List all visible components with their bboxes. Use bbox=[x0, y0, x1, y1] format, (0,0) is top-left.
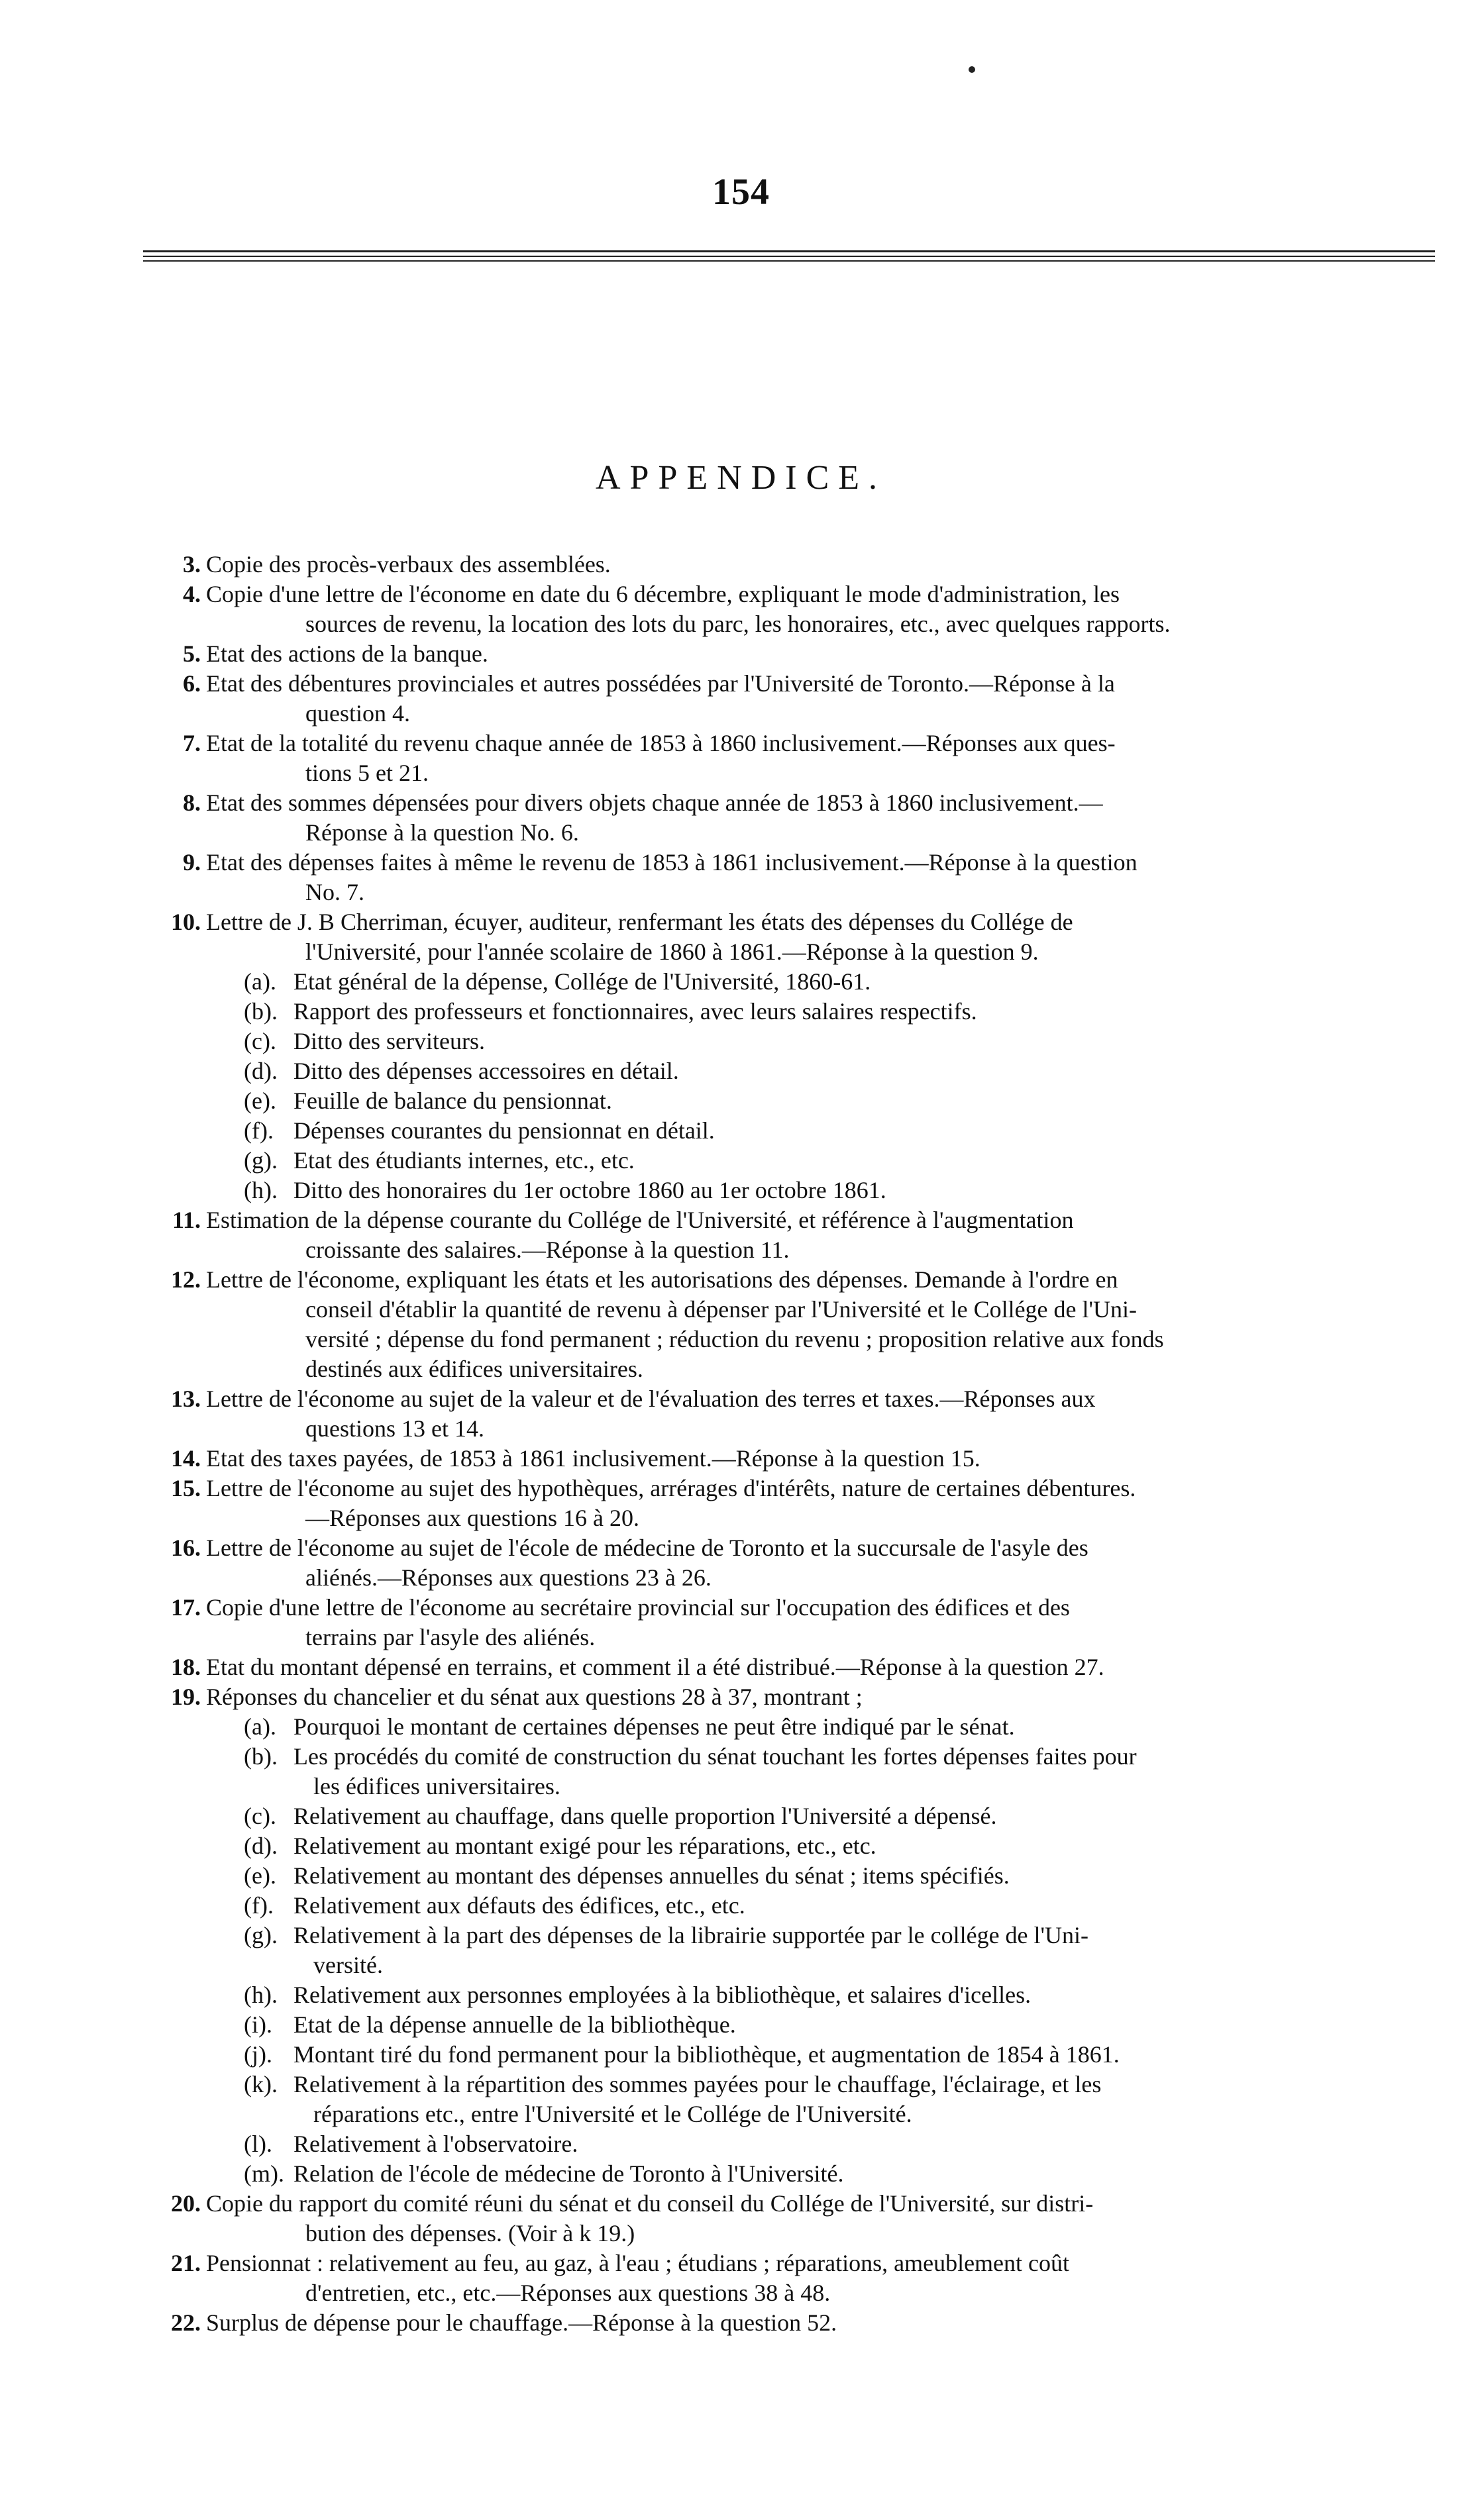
list-item: 15. Lettre de l'économe au sujet des hypothèques, arrérages d'intérêts, nature de certaines débentures. —Réponses aux questions 16 à 20. bbox=[171, 1475, 1136, 1531]
sub-item: (m). Relation de l'école de médecine de Toronto à l'Université. bbox=[244, 2160, 844, 2187]
list-item: 17. Copie d'une lettre de l'économe au secrétaire provincial sur l'occupation des édifices et des terrains par l'asyle des aliénés. bbox=[171, 1594, 1070, 1650]
sub-item: (g). Relativement à la part des dépenses de la librairie supportée par le collége de l'Uni- versité. bbox=[244, 1922, 1089, 1978]
list-item: 7. Etat de la totalité du revenu chaque année de 1853 à 1860 inclusivement.—Réponses aux ques- tions 5 et 21. bbox=[183, 730, 1116, 786]
list-item: 12. Lettre de l'économe, expliquant les états et les autorisations des dépenses. Demande à l'ordre en conseil d'établir la quantité de revenu à dépenser par l'Université et le Collége de l'Uni- versité ; dépense du fond permanent ; réduction du revenu ; proposition relative aux fonds destinés aux édifices universitaires. bbox=[171, 1266, 1164, 1382]
appendix-list bbox=[138, 550, 1436, 2338]
list-item: 9. Etat des dépenses faites à même le revenu de 1853 à 1861 inclusivement.—Réponse à la question No. 7. bbox=[183, 849, 1138, 905]
sub-item: (d). Ditto des dépenses accessoires en détail. bbox=[244, 1058, 679, 1084]
sub-item: (g). Etat des étudiants internes, etc., etc. bbox=[244, 1147, 635, 1174]
list-item: 6. Etat des débentures provinciales et autres possédées par l'Université de Toronto.—Réponse à la question 4. bbox=[183, 670, 1115, 727]
list-item: 19. Réponses du chancelier et du sénat aux questions 28 à 37, montrant ; bbox=[171, 1684, 863, 1710]
list-item: 4. Copie d'une lettre de l'économe en date du 6 décembre, expliquant le mode d'administration, les sources de revenu, la location des lots du parc, les honoraires, etc., avec quelques rapports. bbox=[183, 581, 1171, 637]
sub-item: (i). Etat de la dépense annuelle de la bibliothèque. bbox=[244, 2011, 736, 2038]
list-item: 21. Pensionnat : relativement au feu, au gaz, à l'eau ; étudians ; réparations, ameublement coût d'entretien, etc., etc.—Réponses aux questions 38 à 48. bbox=[171, 2250, 1070, 2306]
sub-item: (c). Relativement au chauffage, dans quelle proportion l'Université a dépensé. bbox=[244, 1803, 997, 1829]
list-item: 16. Lettre de l'économe au sujet de l'école de médecine de Toronto et la succursale de l'asyle des aliénés.—Réponses aux questions 23 à 26. bbox=[171, 1535, 1088, 1591]
header-rule bbox=[143, 260, 1435, 262]
appendix-title: APPENDICE. bbox=[595, 459, 887, 497]
ink-speck bbox=[969, 66, 975, 73]
list-item: 10. Lettre de J. B Cherriman, écuyer, auditeur, renfermant les états des dépenses du Collége de l'Université, pour l'année scolaire de 1860 à 1861.—Réponse à la question 9. bbox=[171, 909, 1073, 965]
sub-item: (f). Relativement aux défauts des édifices, etc., etc. bbox=[244, 1892, 745, 1919]
list-item: 22. Surplus de dépense pour le chauffage.—Réponse à la question 52. bbox=[171, 2309, 837, 2336]
list-item: 3. Copie des procès-verbaux des assemblées. bbox=[183, 551, 611, 578]
sub-item: (c). Ditto des serviteurs. bbox=[244, 1028, 485, 1054]
list-item: 20. Copie du rapport du comité réuni du sénat et du conseil du Collége de l'Université, sur distri- bution des dépenses. (Voir à k 19.) bbox=[171, 2190, 1094, 2246]
header-rule bbox=[143, 256, 1435, 257]
sub-item: (d). Relativement au montant exigé pour les réparations, etc., etc. bbox=[244, 1833, 876, 1859]
list-item: 8. Etat des sommes dépensées pour divers objets chaque année de 1853 à 1860 inclusivement.— Réponse à la question No. 6. bbox=[183, 789, 1103, 846]
sub-item: (a). Etat général de la dépense, Collége de l'Université, 1860-61. bbox=[244, 968, 871, 995]
header-rule bbox=[143, 250, 1435, 252]
sub-item: (b). Les procédés du comité de construction du sénat touchant les fortes dépenses faites pour les édifices universitaires. bbox=[244, 1743, 1137, 1799]
sub-item: (b). Rapport des professeurs et fonctionnaires, avec leurs salaires respectifs. bbox=[244, 998, 977, 1025]
list-item: 5. Etat des actions de la banque. bbox=[183, 640, 488, 667]
list-item: 11. Estimation de la dépense courante du Collége de l'Université, et référence à l'augmentation croissante des salaires.—Réponse à la question 11. bbox=[172, 1207, 1074, 1263]
sub-item: (k). Relativement à la répartition des sommes payées pour le chauffage, l'éclairage, et les réparations etc., entre l'Université et le Collége de l'Université. bbox=[244, 2071, 1102, 2127]
sub-item: (e). Relativement au montant des dépenses annuelles du sénat ; items spécifiés. bbox=[244, 1862, 1010, 1889]
list-item: 13. Lettre de l'économe au sujet de la valeur et de l'évaluation des terres et taxes.—Réponses aux questions 13 et 14. bbox=[171, 1386, 1096, 1442]
sub-item: (h). Ditto des honoraires du 1er octobre 1860 au 1er octobre 1861. bbox=[244, 1177, 886, 1203]
page-number: 154 bbox=[712, 172, 770, 213]
sub-item: (j). Montant tiré du fond permanent pour la bibliothèque, et augmentation de 1854 à 1861. bbox=[244, 2041, 1120, 2068]
sub-item: (l). Relativement à l'observatoire. bbox=[244, 2131, 578, 2157]
sub-item: (f). Dépenses courantes du pensionnat en détail. bbox=[244, 1117, 715, 1144]
sub-item: (h). Relativement aux personnes employées à la bibliothèque, et salaires d'icelles. bbox=[244, 1982, 1032, 2008]
sub-item: (e). Feuille de balance du pensionnat. bbox=[244, 1087, 612, 1114]
list-item: 14. Etat des taxes payées, de 1853 à 1861 inclusivement.—Réponse à la question 15. bbox=[171, 1445, 980, 1472]
sub-item: (a). Pourquoi le montant de certaines dépenses ne peut être indiqué par le sénat. bbox=[244, 1713, 1015, 1740]
list-item: 18. Etat du montant dépensé en terrains, et comment il a été distribué.—Réponse à la question 27. bbox=[171, 1654, 1104, 1680]
